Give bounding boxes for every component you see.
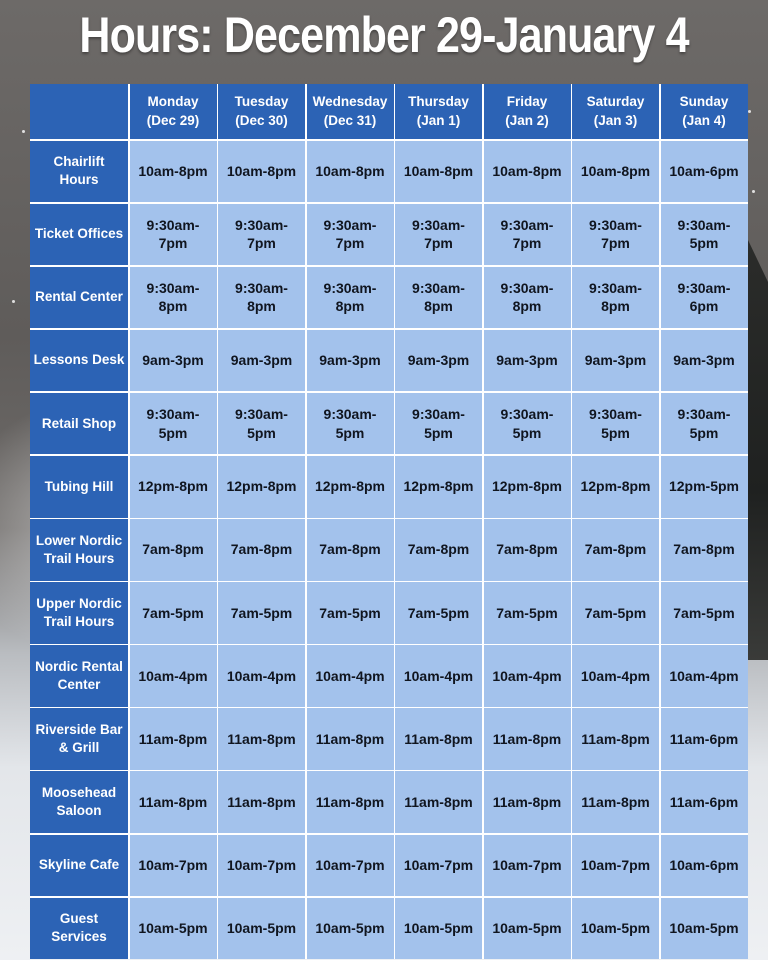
hours-cell bbox=[572, 582, 659, 644]
hours-cell bbox=[484, 141, 571, 203]
hours-text: 11am-8pm bbox=[138, 730, 208, 747]
hours-text: 10am-5pm bbox=[580, 919, 651, 936]
row-label-line: Retail Shop bbox=[41, 415, 117, 431]
hours-text: 10am-7pm bbox=[315, 856, 385, 873]
row-label-line: Tubing Hill bbox=[44, 478, 114, 494]
hours-cell bbox=[661, 835, 748, 897]
row-label bbox=[30, 456, 128, 518]
table-corner bbox=[30, 84, 128, 139]
hours-cell bbox=[395, 456, 482, 518]
hours-cell bbox=[395, 645, 482, 707]
hours-text: 11am-8pm bbox=[492, 793, 562, 810]
hours-text: 10am-4pm bbox=[226, 667, 297, 684]
hours-cell bbox=[307, 835, 394, 897]
hours-cell bbox=[572, 708, 659, 770]
hours-text: 7am-5pm bbox=[673, 604, 735, 621]
hours-text: 10am-4pm bbox=[580, 667, 651, 684]
row-label bbox=[30, 204, 128, 266]
hours-cell bbox=[130, 771, 217, 833]
hours-text: 10am-5pm bbox=[315, 919, 385, 936]
hours-cell bbox=[484, 330, 571, 392]
day-header bbox=[572, 84, 659, 139]
hours-text: 12pm-8pm bbox=[403, 478, 474, 495]
row-label-line: Moosehead bbox=[41, 785, 117, 801]
hours-cell bbox=[661, 456, 748, 518]
hours-cell bbox=[572, 204, 659, 266]
hours-cell bbox=[218, 582, 305, 644]
hours-cell bbox=[130, 582, 217, 644]
hours-table bbox=[30, 84, 748, 959]
hours-text: 11am-8pm bbox=[138, 793, 208, 810]
row-label bbox=[30, 645, 128, 707]
hours-text: 11am-8pm bbox=[404, 793, 473, 810]
hours-cell bbox=[218, 393, 305, 455]
hours-cell bbox=[395, 519, 482, 581]
hours-text: 7am-8pm bbox=[673, 541, 735, 558]
hours-text: 12pm-8pm bbox=[580, 478, 651, 495]
row-label bbox=[30, 898, 128, 960]
hours-text: 12pm-8pm bbox=[491, 478, 563, 495]
hours-text: 9:30am- 7pm bbox=[589, 216, 642, 252]
hours-text: 9am-3pm bbox=[407, 352, 470, 369]
day-header bbox=[218, 84, 305, 139]
hours-text: 9am-3pm bbox=[319, 352, 381, 369]
snowflake bbox=[752, 190, 755, 193]
hours-cell bbox=[395, 835, 482, 897]
hours-cell bbox=[395, 898, 482, 960]
hours-cell bbox=[484, 708, 571, 770]
day-name: Tuesday bbox=[234, 94, 289, 110]
hours-cell bbox=[395, 204, 482, 266]
hours-cell bbox=[218, 267, 305, 329]
hours-text: 7am-8pm bbox=[496, 541, 558, 558]
hours-cell bbox=[484, 267, 571, 329]
day-name: Wednesday bbox=[312, 94, 388, 110]
hours-cell bbox=[484, 898, 571, 960]
hours-text: 10am-7pm bbox=[138, 856, 208, 873]
hours-cell bbox=[218, 645, 305, 707]
hours-cell bbox=[307, 519, 394, 581]
hours-text: 7am-5pm bbox=[407, 604, 470, 621]
row-label-line: Nordic Rental bbox=[35, 658, 123, 674]
row-label-line: Chairlift bbox=[53, 154, 105, 170]
hours-cell bbox=[130, 141, 217, 203]
hours-text: 10am-4pm bbox=[669, 667, 739, 684]
hours-text: 9:30am- 7pm bbox=[412, 216, 465, 252]
hours-cell bbox=[661, 393, 748, 455]
hours-cell bbox=[395, 267, 482, 329]
hours-cell bbox=[395, 393, 482, 455]
day-header bbox=[661, 84, 748, 139]
hours-text: 7am-8pm bbox=[407, 541, 470, 558]
day-name: Monday bbox=[147, 94, 199, 110]
hours-cell bbox=[218, 519, 305, 581]
hours-cell bbox=[572, 456, 659, 518]
hours-text: 9am-3pm bbox=[496, 352, 558, 369]
hours-text: 10am-4pm bbox=[138, 667, 208, 684]
hours-cell bbox=[661, 645, 748, 707]
hours-cell bbox=[307, 393, 394, 455]
hours-cell bbox=[572, 835, 659, 897]
row-label-line: Skyline Cafe bbox=[38, 857, 120, 873]
day-header bbox=[395, 84, 482, 139]
hours-cell bbox=[395, 771, 482, 833]
hours-cell bbox=[661, 330, 748, 392]
hours-text: 10am-5pm bbox=[226, 919, 297, 936]
hours-cell bbox=[130, 519, 217, 581]
hours-cell bbox=[218, 204, 305, 266]
hours-cell bbox=[307, 204, 394, 266]
hours-text: 9:30am- 5pm bbox=[589, 405, 642, 441]
hours-text: 12pm-8pm bbox=[137, 478, 209, 495]
hours-text: 10am-4pm bbox=[492, 667, 562, 684]
row-label bbox=[30, 141, 128, 203]
hours-cell bbox=[307, 771, 394, 833]
day-header bbox=[484, 84, 571, 139]
hours-text: 10am-7pm bbox=[492, 856, 562, 873]
day-name: Friday bbox=[506, 94, 548, 110]
hours-text: 10am-8pm bbox=[315, 162, 385, 179]
hours-cell bbox=[307, 141, 394, 203]
hours-text: 10am-5pm bbox=[492, 919, 562, 936]
row-label-line: Riverside Bar bbox=[35, 721, 123, 737]
hours-text: 12pm-8pm bbox=[314, 478, 386, 495]
hours-cell bbox=[218, 330, 305, 392]
row-label bbox=[30, 519, 128, 581]
row-label-line: Hours bbox=[59, 172, 99, 188]
hours-cell bbox=[218, 771, 305, 833]
hours-cell bbox=[130, 456, 217, 518]
hours-cell bbox=[661, 267, 748, 329]
hours-cell bbox=[395, 582, 482, 644]
hours-cell bbox=[307, 330, 394, 392]
row-label-line: Lower Nordic bbox=[35, 532, 123, 548]
hours-cell bbox=[130, 835, 217, 897]
hours-text: 9:30am- 7pm bbox=[323, 216, 377, 252]
hours-text: 9:30am- 7pm bbox=[146, 216, 200, 252]
hours-text: 11am-8pm bbox=[315, 793, 385, 810]
row-label bbox=[30, 708, 128, 770]
hours-text: 9am-3pm bbox=[673, 352, 735, 369]
day-name: Thursday bbox=[408, 94, 469, 110]
hours-text: 7am-8pm bbox=[319, 541, 381, 558]
hours-text: 11am-8pm bbox=[581, 730, 650, 747]
hours-cell bbox=[572, 141, 659, 203]
hours-cell bbox=[661, 204, 748, 266]
row-label-line: & Grill bbox=[58, 740, 100, 756]
hours-cell bbox=[572, 771, 659, 833]
hours-cell bbox=[218, 456, 305, 518]
hours-text: 11am-8pm bbox=[315, 730, 385, 747]
hours-text: 10am-8pm bbox=[138, 162, 208, 179]
hours-cell bbox=[130, 645, 217, 707]
hours-cell bbox=[484, 835, 571, 897]
hours-cell bbox=[661, 771, 748, 833]
hours-text: 11am-8pm bbox=[404, 730, 473, 747]
snowflake bbox=[22, 130, 25, 133]
day-date: (Jan 2) bbox=[505, 112, 549, 128]
day-date: (Dec 31) bbox=[323, 112, 377, 128]
hours-cell bbox=[572, 519, 659, 581]
hours-cell bbox=[130, 204, 217, 266]
row-label bbox=[30, 771, 128, 833]
hours-text: 9:30am- 5pm bbox=[146, 405, 200, 441]
hours-cell bbox=[130, 898, 217, 960]
hours-cell bbox=[395, 708, 482, 770]
day-date: (Jan 3) bbox=[593, 112, 638, 128]
hours-text: 10am-5pm bbox=[403, 919, 474, 936]
hours-cell bbox=[572, 645, 659, 707]
hours-text: 9:30am- 5pm bbox=[677, 405, 731, 441]
hours-cell bbox=[307, 456, 394, 518]
hours-cell bbox=[130, 393, 217, 455]
day-name: Saturday bbox=[586, 94, 645, 110]
hours-cell bbox=[130, 330, 217, 392]
hours-text: 10am-5pm bbox=[669, 919, 739, 936]
row-label-line: Services bbox=[51, 929, 107, 945]
row-label-line: Trail Hours bbox=[43, 613, 115, 629]
hours-cell bbox=[307, 898, 394, 960]
hours-cell bbox=[307, 582, 394, 644]
hours-cell bbox=[130, 267, 217, 329]
row-label-line: Saloon bbox=[56, 803, 102, 819]
hours-cell bbox=[130, 708, 217, 770]
hours-text: 11am-6pm bbox=[669, 730, 739, 747]
hours-text: 9:30am- 5pm bbox=[412, 405, 465, 441]
hours-text: 7am-5pm bbox=[319, 604, 381, 621]
hours-text: 10am-4pm bbox=[403, 667, 474, 684]
row-label bbox=[30, 330, 128, 392]
hours-text: 12pm-8pm bbox=[226, 478, 297, 495]
hours-text: 10am-8pm bbox=[403, 162, 474, 179]
hours-cell bbox=[484, 519, 571, 581]
row-label bbox=[30, 835, 128, 897]
hours-text: 10am-7pm bbox=[580, 856, 651, 873]
hours-text: 11am-8pm bbox=[581, 793, 650, 810]
hours-text: 10am-8pm bbox=[492, 162, 562, 179]
day-date: (Jan 1) bbox=[416, 112, 461, 128]
hours-text: 12pm-5pm bbox=[668, 478, 740, 495]
hours-text: 9am-3pm bbox=[584, 352, 647, 369]
row-label-line: Trail Hours bbox=[43, 550, 115, 566]
day-header bbox=[130, 84, 217, 139]
hours-text: 7am-5pm bbox=[142, 604, 204, 621]
hours-text: 9:30am- 8pm bbox=[235, 279, 288, 315]
day-date: (Jan 4) bbox=[682, 112, 726, 128]
row-label bbox=[30, 393, 128, 455]
hours-text: 11am-6pm bbox=[669, 793, 739, 810]
snowflake bbox=[748, 110, 751, 113]
hours-text: 10am-6pm bbox=[669, 162, 739, 179]
hours-cell bbox=[661, 519, 748, 581]
row-label-line: Guest bbox=[59, 911, 99, 927]
hours-text: 9:30am- 5pm bbox=[323, 405, 377, 441]
hours-text: 11am-8pm bbox=[227, 793, 296, 810]
hours-cell bbox=[572, 330, 659, 392]
hours-cell bbox=[572, 898, 659, 960]
hours-text: 9:30am- 5pm bbox=[500, 405, 554, 441]
row-label bbox=[30, 582, 128, 644]
hours-cell bbox=[661, 141, 748, 203]
hours-text: 9:30am- 8pm bbox=[323, 279, 377, 315]
hours-text: 9:30am- 6pm bbox=[677, 279, 731, 315]
hours-cell bbox=[484, 771, 571, 833]
hours-text: 9:30am- 8pm bbox=[500, 279, 554, 315]
hours-text: 10am-6pm bbox=[669, 856, 739, 873]
row-label-line: Ticket Offices bbox=[34, 226, 124, 242]
day-date: (Dec 29) bbox=[146, 112, 200, 128]
hours-text: 9:30am- 5pm bbox=[235, 405, 288, 441]
row-label-line: Upper Nordic bbox=[36, 595, 122, 611]
row-label-line: Center bbox=[57, 677, 101, 693]
hours-text: 7am-5pm bbox=[230, 604, 293, 621]
day-header bbox=[307, 84, 394, 139]
hours-text: 9:30am- 8pm bbox=[146, 279, 200, 315]
hours-text: 11am-8pm bbox=[492, 730, 562, 747]
hours-text: 10am-5pm bbox=[138, 919, 208, 936]
row-label-line: Rental Center bbox=[35, 289, 123, 305]
hours-text: 10am-4pm bbox=[315, 667, 385, 684]
hours-text: 10am-7pm bbox=[403, 856, 474, 873]
hours-cell bbox=[395, 330, 482, 392]
hours-text: 7am-5pm bbox=[584, 604, 647, 621]
hours-text: 7am-8pm bbox=[230, 541, 293, 558]
hours-cell bbox=[307, 645, 394, 707]
day-name: Sunday bbox=[679, 94, 729, 110]
page-title: Hours: December 29-January 4 bbox=[79, 7, 689, 63]
hours-cell bbox=[218, 708, 305, 770]
hours-text: 9:30am- 8pm bbox=[589, 279, 642, 315]
hours-text: 9:30am- 5pm bbox=[677, 216, 731, 252]
hours-cell bbox=[661, 582, 748, 644]
hours-cell bbox=[307, 267, 394, 329]
hours-cell bbox=[484, 204, 571, 266]
hours-cell bbox=[395, 141, 482, 203]
hours-cell bbox=[484, 582, 571, 644]
hours-cell bbox=[484, 393, 571, 455]
day-date: (Dec 30) bbox=[235, 112, 288, 128]
hours-cell bbox=[484, 645, 571, 707]
hours-text: 7am-8pm bbox=[142, 541, 204, 558]
hours-cell bbox=[218, 835, 305, 897]
hours-text: 9:30am- 7pm bbox=[500, 216, 554, 252]
hours-cell bbox=[661, 708, 748, 770]
hours-cell bbox=[307, 708, 394, 770]
hours-cell bbox=[484, 456, 571, 518]
hours-text: 10am-8pm bbox=[580, 162, 651, 179]
hours-cell bbox=[572, 267, 659, 329]
hours-cell bbox=[572, 393, 659, 455]
row-label bbox=[30, 267, 128, 329]
hours-text: 10am-7pm bbox=[226, 856, 297, 873]
hours-text: 11am-8pm bbox=[227, 730, 296, 747]
hours-text: 9am-3pm bbox=[230, 352, 293, 369]
hours-cell bbox=[661, 898, 748, 960]
hours-cell bbox=[218, 898, 305, 960]
hours-text: 9:30am- 8pm bbox=[412, 279, 465, 315]
hours-text: 7am-8pm bbox=[584, 541, 647, 558]
hours-cell bbox=[218, 141, 305, 203]
hours-text: 10am-8pm bbox=[226, 162, 297, 179]
snowflake bbox=[12, 300, 15, 303]
hours-text: 9:30am- 7pm bbox=[235, 216, 288, 252]
hours-text: 9am-3pm bbox=[142, 352, 204, 369]
row-label-line: Lessons Desk bbox=[33, 352, 125, 368]
hours-text: 7am-5pm bbox=[496, 604, 558, 621]
